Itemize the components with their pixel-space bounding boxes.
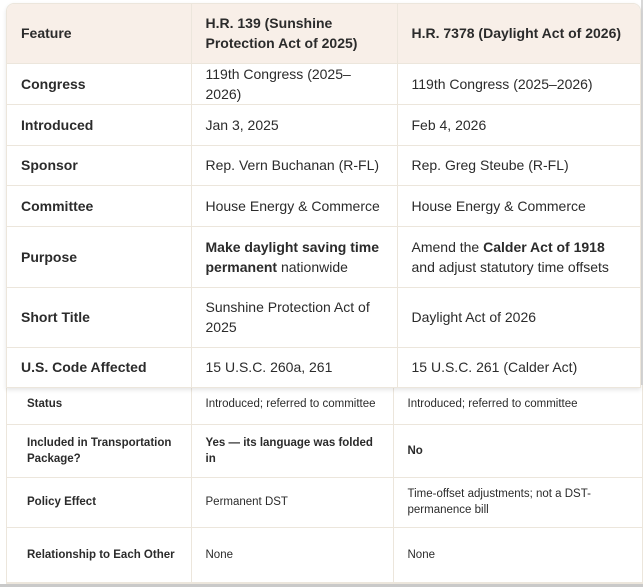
row-label: Introduced <box>7 104 191 145</box>
row-label: Status <box>7 385 191 424</box>
row-label: Relationship to Each Other <box>7 527 191 582</box>
table-row <box>7 424 643 477</box>
cell-hr7378: Introduced; referred to committee <box>393 385 643 424</box>
cell-hr139 <box>191 226 397 287</box>
cell-hr139: Sunshine Protection Act of 2025 <box>191 287 397 347</box>
table-row <box>7 63 641 104</box>
header-hr139: H.R. 139 (Sunshine Protection Act of 2025) <box>191 4 397 63</box>
cell-hr7378: Rep. Greg Steube (R-FL) <box>397 145 641 185</box>
row-label: Purpose <box>7 226 191 287</box>
table-row <box>7 385 643 424</box>
header-hr7378: H.R. 7378 (Daylight Act of 2026) <box>397 4 641 63</box>
cell-hr139: 15 U.S.C. 260a, 261 <box>191 347 397 387</box>
table-row <box>7 287 641 347</box>
table-row <box>7 226 641 287</box>
comparison-table-lower <box>6 385 643 584</box>
cell-hr139: Permanent DST <box>191 477 393 527</box>
cell-hr7378: 119th Congress (2025–2026) <box>397 63 641 104</box>
row-label: Included in Transportation Package? <box>7 424 191 477</box>
table-row <box>7 527 643 582</box>
table-header-row <box>7 4 641 63</box>
cell-hr7378: Daylight Act of 2026 <box>397 287 641 347</box>
cell-hr139: 119th Congress (2025–2026) <box>191 63 397 104</box>
cell-hr7378: Feb 4, 2026 <box>397 104 641 145</box>
purpose-emphasis: Make daylight saving time permanent <box>205 238 379 275</box>
cell-hr7378: House Energy & Commerce <box>397 185 641 226</box>
table-row <box>7 347 641 387</box>
cell-hr139: House Energy & Commerce <box>191 185 397 226</box>
row-label: Sponsor <box>7 145 191 185</box>
cell-hr7378: No <box>393 424 643 477</box>
cell-hr7378: 15 U.S.C. 261 (Calder Act) <box>411 359 578 376</box>
cell-hr7378: None <box>393 527 643 582</box>
cell-hr139: None <box>191 527 393 582</box>
cell-hr139: Yes — its language was folded in <box>191 424 393 477</box>
cell-hr139: Introduced; referred to committee <box>191 385 393 424</box>
purpose-emphasis: Calder Act of 1918 <box>483 238 605 255</box>
row-label: U.S. Code Affected <box>7 347 191 387</box>
comparison-table-upper <box>6 3 641 388</box>
row-label: Short Title <box>7 287 191 347</box>
table-row <box>7 477 643 527</box>
header-feature: Feature <box>7 4 191 63</box>
purpose-rest: and adjust statutory time offsets <box>411 258 609 275</box>
purpose-rest: nationwide <box>277 258 348 275</box>
table-row <box>7 185 641 226</box>
row-label: Congress <box>7 63 191 104</box>
table-row <box>7 104 641 145</box>
cell-hr7378 <box>397 226 641 287</box>
row-label: Policy Effect <box>7 477 191 527</box>
cell-hr139: Jan 3, 2025 <box>191 104 397 145</box>
table-row <box>7 145 641 185</box>
purpose-prefix: Amend the <box>411 238 484 255</box>
cell-hr139: Rep. Vern Buchanan (R-FL) <box>191 145 397 185</box>
row-label: Committee <box>7 185 191 226</box>
cell-hr7378: Time-offset adjustments; not a DST-permanence bill <box>393 477 643 527</box>
